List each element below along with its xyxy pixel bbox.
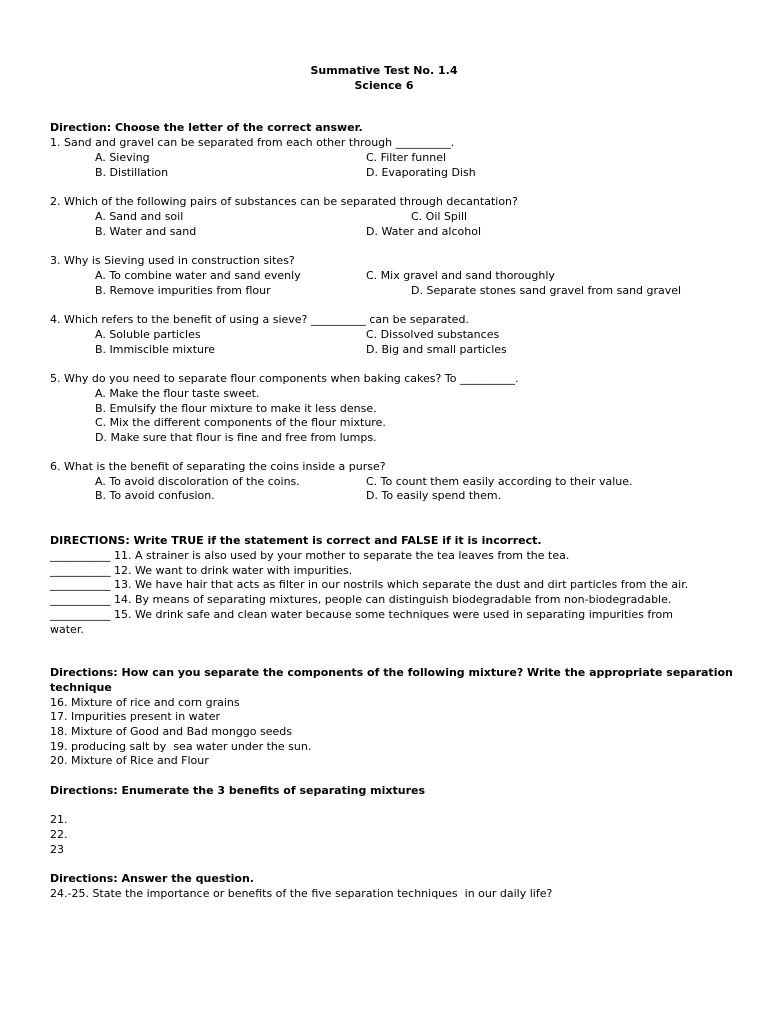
separation-item-20: 20. Mixture of Rice and Flour [50,754,209,767]
question-2-option-a: A. Sand and soil [95,210,184,223]
true-false-item-11: ___________ 11. A strainer is also used by your mother to separate the tea leaves from the tea. [50,549,570,562]
question-2-option-d: D. Water and alcohol [366,225,482,238]
separation-item-16: 16. Mixture of rice and corn grains [50,696,240,709]
question-3-option-d: D. Separate stones sand gravel from sand gravel [411,284,682,297]
question-3-option-b: B. Remove impurities from flour [95,284,271,297]
question-5-stem: 5. Why do you need to separate flour components when baking cakes? To __________. [50,372,519,385]
question-2-stem: 2. Which of the following pairs of substances can be separated through decantation? [50,195,518,208]
question-2-option-c: C. Oil Spill [411,210,468,223]
question-5-option-b: B. Emulsify the flour mixture to make it less dense. [95,402,377,415]
part3-direction: Directions: How can you separate the components of the following mixture? Write the appropriate separation [50,666,733,679]
question-5-option-a: A. Make the flour taste sweet. [95,387,260,400]
test-title: Summative Test No. 1.4 [310,64,458,77]
test-subject: Science 6 [354,79,414,92]
question-5-option-c: C. Mix the different components of the flour mixture. [95,416,386,429]
part3-direction-continued: technique [50,681,112,694]
question-6-stem: 6. What is the benefit of separating the coins inside a purse? [50,460,386,473]
question-3-option-a: A. To combine water and sand evenly [95,269,301,282]
essay-question-24-25: 24.-25. State the importance or benefits of the five separation techniques in our daily life? [50,887,553,900]
part2-direction: DIRECTIONS: Write TRUE if the statement is correct and FALSE if it is incorrect. [50,534,542,547]
question-4-stem: 4. Which refers to the benefit of using a sieve? __________ can be separated. [50,313,469,326]
question-1-option-d: D. Evaporating Dish [366,166,476,179]
question-1-option-a: A. Sieving [95,151,150,164]
question-3-stem: 3. Why is Sieving used in construction sites? [50,254,295,267]
question-6-option-c: C. To count them easily according to their value. [366,475,633,488]
question-1-option-b: B. Distillation [95,166,169,179]
question-2-option-b: B. Water and sand [95,225,197,238]
true-false-item-13: ___________ 13. We have hair that acts as filter in our nostrils which separate the dust and dirt particles from the air. [50,578,689,591]
question-6-option-b: B. To avoid confusion. [95,489,215,502]
part5-direction: Directions: Answer the question. [50,872,254,885]
question-3-option-c: C. Mix gravel and sand thoroughly [366,269,555,282]
separation-item-19: 19. producing salt by sea water under the sun. [50,740,312,753]
part1-direction: Direction: Choose the letter of the correct answer. [50,121,363,134]
true-false-item-12: ___________ 12. We want to drink water with impurities. [50,564,353,577]
question-4-option-c: C. Dissolved substances [366,328,500,341]
question-6-option-d: D. To easily spend them. [366,489,502,502]
enumerate-item-23: 23 [50,843,64,856]
part4-direction: Directions: Enumerate the 3 benefits of separating mixtures [50,784,426,797]
enumerate-item-21: 21. [50,813,68,826]
separation-item-17: 17. Impurities present in water [50,710,221,723]
question-1-option-c: C. Filter funnel [366,151,447,164]
question-1-stem: 1. Sand and gravel can be separated from each other through __________. [50,136,455,149]
question-4-option-a: A. Soluble particles [95,328,201,341]
question-5-option-d: D. Make sure that flour is fine and free from lumps. [95,431,377,444]
separation-item-18: 18. Mixture of Good and Bad monggo seeds [50,725,292,738]
enumerate-item-22: 22. [50,828,68,841]
true-false-item-15-continued: water. [50,623,84,636]
question-4-option-d: D. Big and small particles [366,343,507,356]
question-4-option-b: B. Immiscible mixture [95,343,216,356]
question-6-option-a: A. To avoid discoloration of the coins. [95,475,300,488]
true-false-item-14: ___________ 14. By means of separating mixtures, people can distinguish biodegradable from non-biodegradable. [50,593,672,606]
true-false-item-15: ___________ 15. We drink safe and clean water because some techniques were used in separating impurities from [50,608,673,621]
